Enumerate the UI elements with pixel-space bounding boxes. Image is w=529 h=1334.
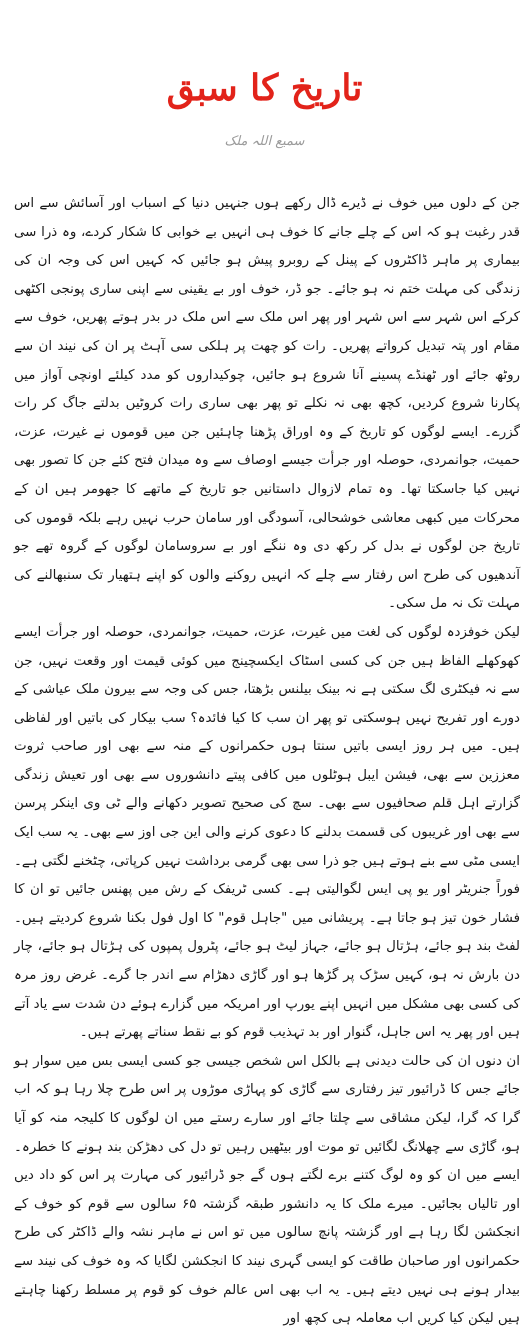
article-paragraph-3: ان دنوں ان کی حالت دیدنی ہے بالکل اس شخص جیسی جو کسی ایسی بس میں سوار ہو جائے جس کا ڈرائیور تیز رفتاری سے گاڑی کو پہاڑی موڑوں پر اس طرح چلا رہا ہو کہ اب گرا کہ گرا، لیکن مشاقی سے چلتا جائے اور سارے رستے میں ان لوگوں کا کلیجہ منہ کو آیا ہو، گاڑی سے چھلانگ لگائیں تو موت اور بیٹھیں رہیں تو دل کی دھڑکن بند ہونے کا خطرہ۔ ایسے میں ان کو وہ لوگ کتنے برے لگتے ہوں گے جو ڈرائیور کی مہارت پر اس کو داد دیں اور تالیاں بجائیں۔ میرے ملک کا یہ دانشور طبقہ گزشتہ ۶۵ سالوں سے قوم کو خوف کے انجکشن لگا رہا ہے اور گزشتہ پانچ سالوں میں تو اس نے ماہر نشہ والے ڈاکٹر کی طرح حکمرانوں اور صاحبان طاقت کو ایسی گہری نیند کا انجکشن لگایا کہ وہ خوف کی نیند سے بیدار ہونے ہی نہیں دیتے ہیں۔ یہ اب بھی اس عالم خوف کو قوم پر مسلط رکھنا چاہتے ہیں لیکن کیا کریں اب معاملہ ہی کچھ اور xyxy=(14,1053,521,1327)
article-paragraph-2: لیکن خوفزدہ لوگوں کی لغت میں غیرت، عزت، حمیت، جوانمردی، حوصلہ اور جرأت ایسے کھوکھلے الفاظ ہیں جن کی کسی اسٹاک ایکسچینج میں کوئی قیمت اور وقعت نہیں، جن سے نہ فیکٹری لگ سکتی ہے نہ بینک بیلنس بڑھتا، جس کی وجہ سے بیرون ملک عیاشی کے دورے اور تفریح نہیں ہوسکتی تو پھر ان سب کا کیا فائدہ؟ سب بیکار کی باتیں اور لفاظی ہیں۔ میں ہر روز ایسی باتیں سنتا ہوں حکمرانوں کے منہ سے بھی اور صاحب ثروت معززین سے بھی، فیشن ایبل ہوٹلوں میں کافی پیتے دانشوروں سے بھی اور تعیش زندگی گزارتے اہل قلم صحافیوں سے بھی۔ سچ کی صحیح تصویر دکھانے والے ٹی وی اینکر پرسن سے بھی اور غریبوں کی قسمت بدلنے کا دعوی کرنے والی این جی اوز سے بھی۔ یہ سب ایک ایسی مٹی سے بنے ہوتے ہیں جو ذرا سی بھی گرمی برداشت نہیں کرپاتی، چٹخنے لگتی ہے۔ فوراً جنریٹر اور یو پی ایس لگوالیتی ہے۔ کسی ٹریفک کے رش میں پھنس جائیں تو ان کا فشار خون تیز ہو جاتا ہے۔ پریشانی میں "جاہل قوم" کا اول فول بکنا شروع کردیتے ہیں۔ لفٹ بند ہو جائے، ہڑتال ہو جائے، جہاز لیٹ ہو جائے، پٹرول پمپوں کی ہڑتال ہو جائے، چار دن بارش نہ ہو، کہیں سڑک پر گڑھا ہو اور گاڑی دھڑام سے اندر جا گرے۔ غرض روز مرہ کی کسی بھی مشکل میں انہیں اپنے یورپ اور امریکہ میں گزارے ہوئے دن شدت سے یاد آتے ہیں اور پھر یہ اس جاہل، گنوار اور بد تہذیب قوم کو بے نقط سناتے پھرتے ہیں۔ xyxy=(14,624,520,1041)
article-paragraph-1: جن کے دلوں میں خوف نے ڈیرے ڈال رکھے ہوں جنہیں دنیا کے اسباب اور آسائش سے اس قدر رغبت ہو کہ اس کے چلے جانے کا خوف ہی انہیں بے خوابی کا شکار کردے، وہ ذرا سی بیماری پر ماہر ڈاکٹروں کے پینل کے روبرو پیش ہو جائیں کہ کہیں اس کی وجہ ان کی زندگی کی مہلت ختم نہ ہو جائے۔ جو ڈر، خوف اور بے یقینی سے اپنی ساری پونجی اکٹھی کرکے اس شہر سے اس شہر اور پھر اس ملک سے اس ملک در بدر ہوتے پھریں، خوف سے مقام اور پتہ تبدیل کرواتے پھریں۔ رات کو چھت پر ہلکی سی آہٹ پر ان کی نیند ان سے روٹھ جائے اور ٹھنڈے پسینے آنا شروع ہو جائیں، چوکیداروں کو مدد کیلئے اونچی آواز میں پکارنا شروع کردیں، کچھ بھی نہ نکلے تو پھر بھی ساری رات کروٹیں بدلتے جاگ کر رات گزرے۔ ایسے لوگوں کو تاریخ کے وہ اوراق پڑھنا چاہئیں جن میں قوموں نے غیرت، عزت، حمیت، جوانمردی، حوصلہ اور جرأت جیسے اوصاف سے وہ میدان فتح کئے جن کا تصور بھی نہیں کیا جاسکتا تھا۔ وہ تمام لازوال داستانیں جو تاریخ کے ماتھے کا جھومر ہیں ان کے محرکات میں کبھی معاشی خوشحالی، آسودگی اور سامان حرب نہیں رہے بلکہ قوموں کی تاریخ جن لوگوں نے بدل کر رکھ دی وہ ننگے اور بے سروسامان لوگوں کے گروہ تھے جو آندھیوں کی طرح اس رفتار سے چلے کہ انہیں روکنے والوں کو اپنے ہتھیار تک سنبھالنے کی مہلت تک نہ مل سکی۔ xyxy=(14,196,520,612)
article-body xyxy=(14,190,521,1327)
article-title: تاریخ کا سبق xyxy=(166,67,363,109)
article-author: سمیع اللہ ملک xyxy=(224,134,305,149)
